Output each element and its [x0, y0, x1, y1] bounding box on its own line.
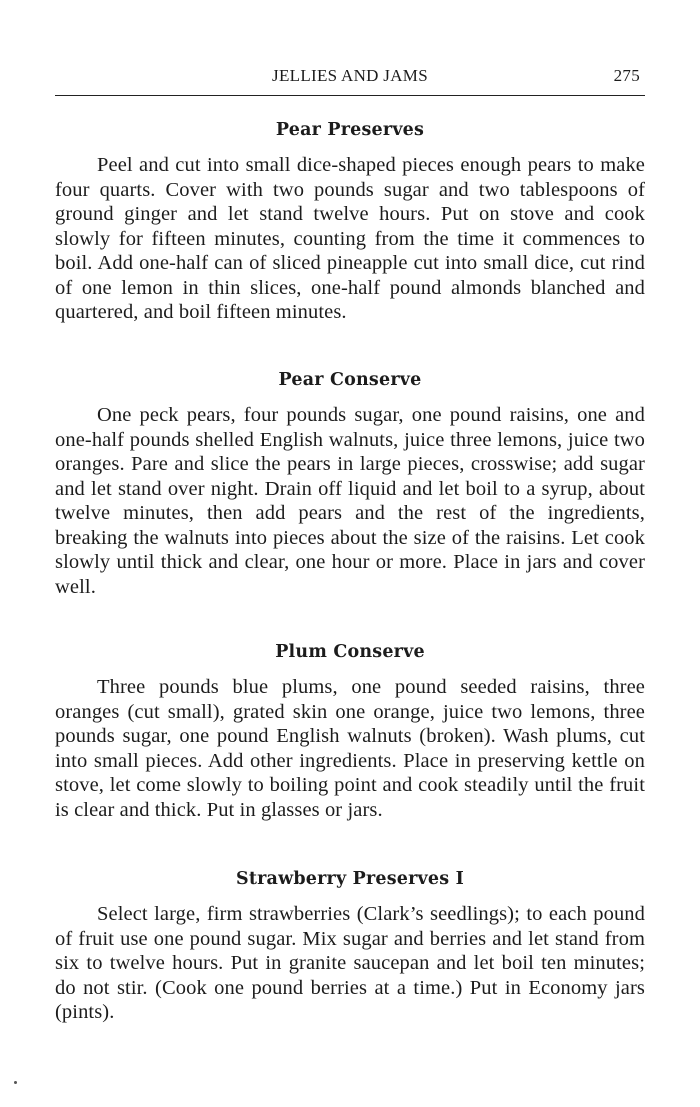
- recipe-body: Three pounds blue plums, one pound seeded raisins, three oranges (cut small), grated skin one orange, juice two lemons, three pounds sugar, one pound English walnuts (broken). Wash plums, cut into small pieces. Add other ingredients. Place in preserving kettle on stove, let come slowly to boiling point and cook steadily until the fruit is clear and thick. Put in glasses or jars.: [55, 676, 645, 821]
- running-title: JELLIES AND JAMS: [272, 66, 428, 85]
- recipe-title: Pear Conserve: [278, 370, 422, 390]
- recipe-title: Strawberry Preserves I: [236, 869, 464, 889]
- recipe-plum-conserve: [55, 639, 645, 822]
- page-number: 275: [613, 66, 640, 85]
- recipe-pear-conserve: [55, 367, 645, 599]
- recipe-body: One peck pears, four pounds sugar, one pound raisins, one and one-half pounds shelled English walnuts, juice three lemons, juice two oranges. Pare and slice the pears in large pieces, crosswise; add sugar and let stand over night. Drain off liquid and let boil to a syrup, about twelve minutes, then add pears and the rest of the ingredients, breaking the walnuts into pieces about the size of the raisins. Let cook slowly until thick and clear, one hour or more. Place in jars and cover well.: [55, 404, 645, 598]
- print-speck: [14, 1081, 17, 1084]
- recipe-pear-preserves: [55, 117, 645, 325]
- running-head: [55, 66, 645, 90]
- recipe-title: Pear Preserves: [275, 120, 425, 140]
- recipe-strawberry-preserves: [55, 866, 645, 1025]
- recipe-body: Peel and cut into small dice-shaped pieces enough pears to make four quarts. Cover with two pounds sugar and two tablespoons of ground ginger and let stand twelve hours. Put on stove and cook slowly for fifteen minutes, counting from the time it commences to boil. Add one-half can of sliced pineapple cut into small dice, cut rind of one lemon in thin slices, one-half pound almonds blanched and quartered, and boil fifteen minutes.: [55, 154, 645, 323]
- header-rule: [55, 95, 645, 96]
- recipe-body: Select large, firm strawberries (Clark’s seedlings); to each pound of fruit use one pound sugar. Mix sugar and berries and let stand from six to twelve hours. Put in granite saucepan and let boil ten minutes; do not stir. (Cook one pound berries at a time.) Put in Economy jars (pints).: [55, 903, 645, 1023]
- recipe-title: Plum Conserve: [275, 642, 425, 662]
